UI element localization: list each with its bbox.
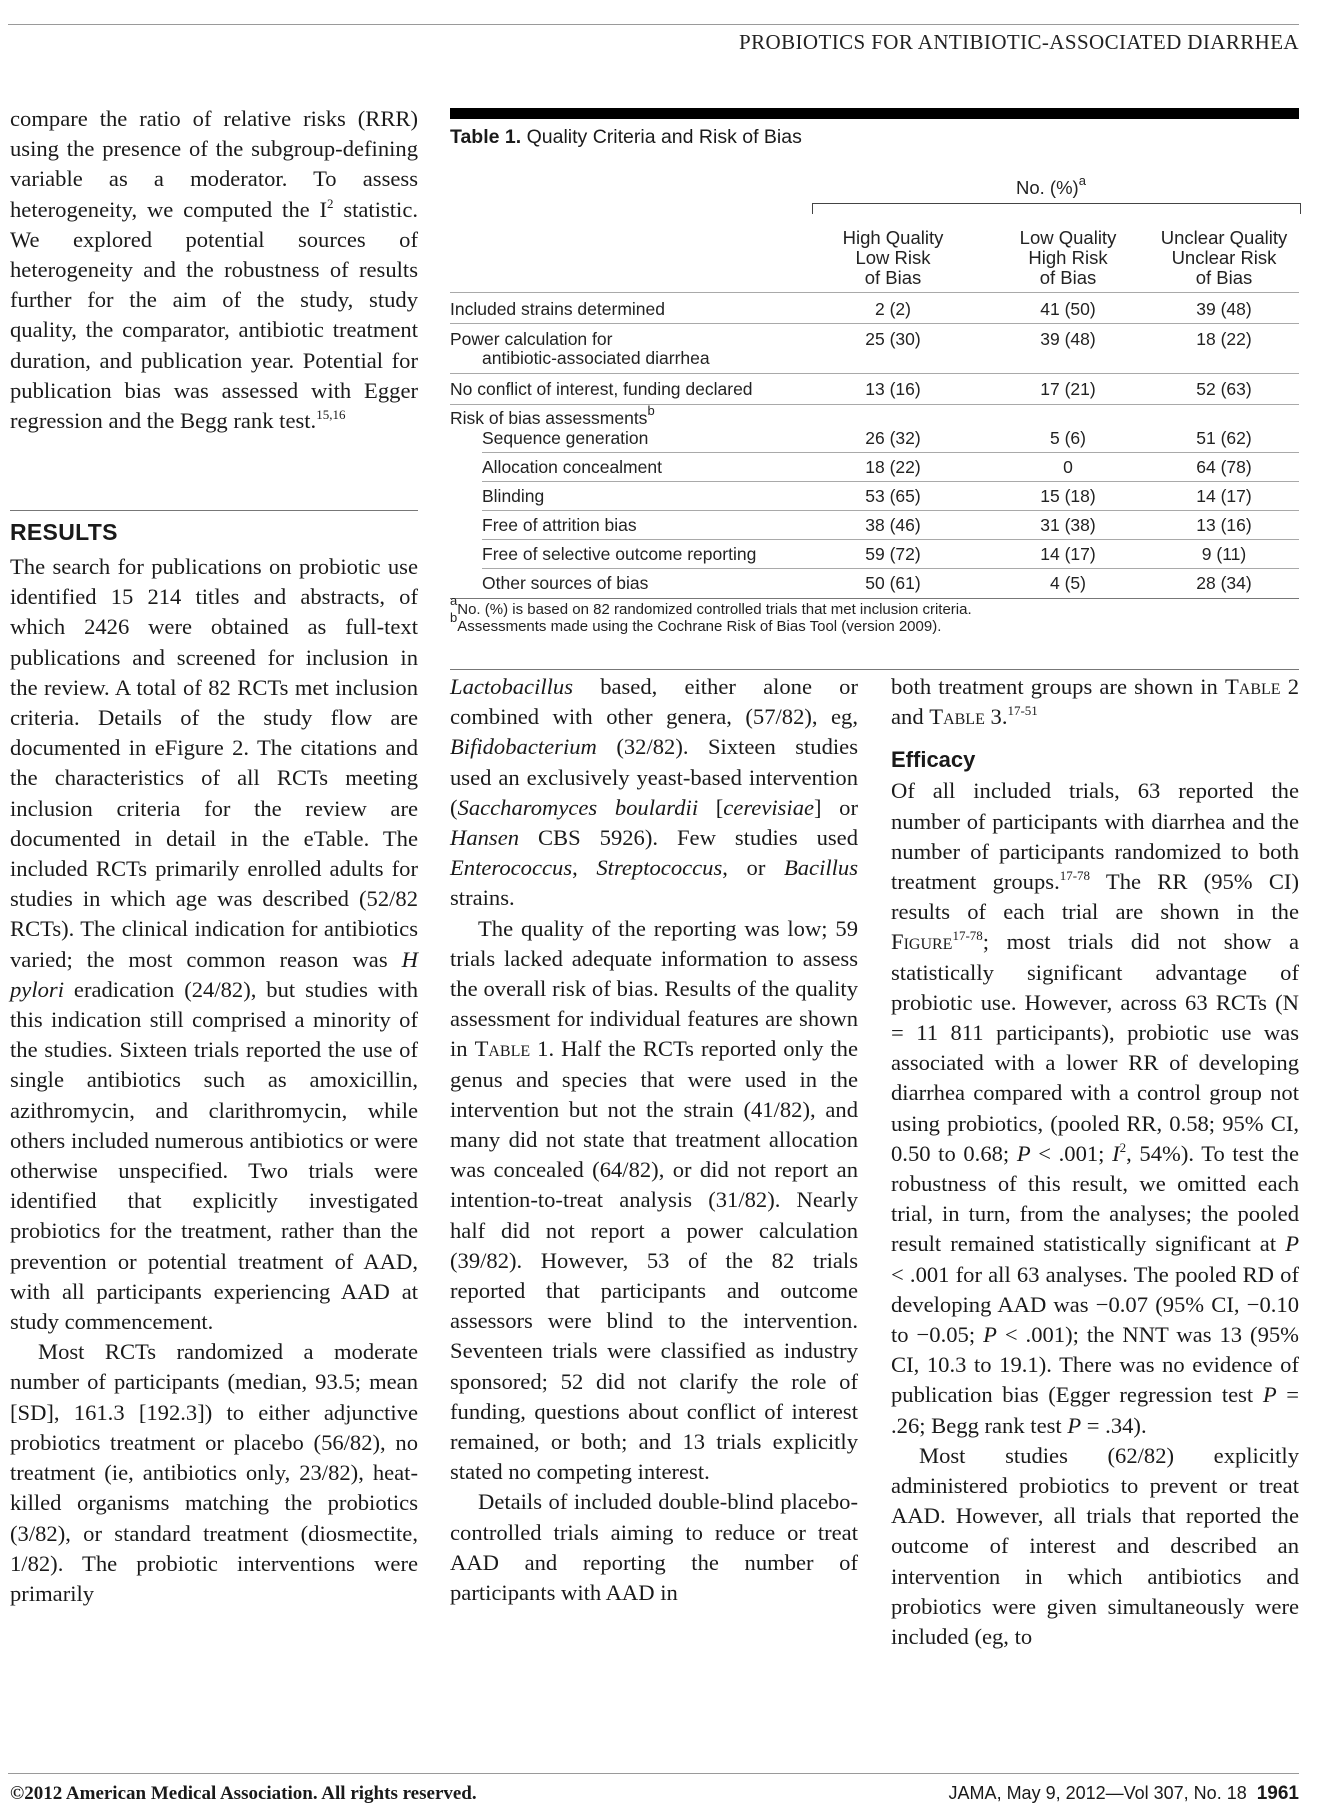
table-spanner-header: No. (%)$^a$ [1016,173,1086,198]
running-header: PROBIOTICS FOR ANTIBIOTIC-ASSOCIATED DIARRHEA [739,30,1299,54]
row-rule [482,452,1299,453]
row-rule [450,373,1299,374]
table-cell: 28 (34) [1196,573,1252,593]
text-run: , [572,855,597,881]
table-cell: 0 [1063,457,1073,477]
row-rule [482,510,1299,511]
table-cell: 25 (30) [865,329,921,349]
table-cell: 50 (61) [865,573,921,593]
results-paragraph-5: Details of included double-blind placebo-controlled trials aiming to reduce or treat AAD and reporting the number of participants with AAD in [450,1489,858,1606]
results-paragraph-2: Most RCTs randomized a moderate number of participants (median, 93.5; mean [SD], 161.3 [192.3]) to either adjunctive probiotics treatment or placebo (56/82), no treatment (ie, antibiotics only, 23/82), heat-killed organisms matching the probiotics (3/82), or standard treatment (diosmectite, 1/82). The probiotic interventions were primarily [10,1339,418,1606]
top-rule [8,24,1299,25]
row-label: No conflict of interest, funding declared [450,379,753,399]
table-cell: 15 (18) [1040,486,1096,506]
table-cell: 17 (21) [1040,379,1096,399]
page-number: 1961 [1256,1783,1299,1804]
column-header-high-quality: High Quality Low Risk of Bias [842,227,944,288]
results-paragraph-3 [450,672,858,914]
taxon-name: Bifidobacterium [450,734,597,760]
row-label-continued: antibiotic-associated diarrhea [482,348,710,368]
text-run: strains. [450,885,515,911]
copyright-notice: ©2012 American Medical Association. All rights reserved. [10,1783,477,1804]
column-1-results-text [10,552,418,1609]
taxon-name: Streptococcus [596,855,723,881]
results-paragraph-1: The search for publications on probiotic use identified 15 214 titles and abstracts, of which 2426 were obtained as full-text publications and screened for inclusion in the review. A total of 82 RCTs met inclusion criteria. Details of the study flow are documented in eFigure 2. The citations and the characteristics of all RCTs meeting inclusion criteria for the review are documented in detail in the eTable. The included RCTs primarily enrolled adults for studies in which age was described (52/82 RCTs). The clinical indication for antibiotics varied; the most common reason was H pylori eradication (24/82), but studies with this indication still comprised a minority of the studies. Sixteen trials reported the use of single antibiotics such as amoxicillin, azithromycin, and clarithromycin, while others included numerous antibiotics or were otherwise unspecified. Two trials were identified that explicitly investigated probiotics for the treatment, rather than the prevention or potential treatment of AAD, with all participants experiencing AAD at study commencement. [10,554,418,1335]
taxon-name: Lactobacillus [450,674,574,699]
text-run: [ [698,794,724,820]
results-paragraph-6: both treatment groups are shown in Table 2 and Table 3.$^{17-51}$ [891,674,1299,730]
column-3-text [891,672,1299,1652]
table-cell: 38 (46) [865,515,921,535]
journal-citation: JAMA, May 9, 2012—Vol 307, No. 18 1961 [948,1783,1299,1804]
efficacy-paragraph-2: Most studies (62/82) explicitly administered probiotics to prevent or treat AAD. However, all trials that reported the outcome of interest and described an intervention in which antibiotics and probiotics were given simultaneously were included (eg, to [891,1442,1299,1650]
table-cell: 2 (2) [875,299,911,319]
taxon-name: Enterococcus [450,855,573,881]
column-1-methods-text [10,104,418,436]
row-rule [482,481,1299,482]
table-cell: 13 (16) [1196,515,1252,535]
sub-row-label: Allocation concealment [482,457,662,477]
row-rule [482,539,1299,540]
table-cell: 18 (22) [865,457,921,477]
text-run: (32/82). Sixteen studies used an exclusively yeast-based intervention ( [450,734,858,820]
table-top-bar [450,108,1299,119]
table-cell: 64 (78) [1196,457,1252,477]
table-1 [450,108,1299,635]
table-caption: Table 1. Quality Criteria and Risk of Bias [450,126,802,148]
text-run: CBS 5926). Few studies used [519,825,858,851]
table-cell: 51 (62) [1196,428,1252,448]
section-rule [10,510,418,511]
taxon-name: cerevisiae [723,794,815,820]
results-heading: RESULTS [10,519,118,545]
table-cell: 4 (5) [1050,573,1086,593]
taxon-name: Bacillus [783,855,858,881]
table-cell: 26 (32) [865,428,921,448]
table-end-rule [450,669,1299,670]
row-rule [450,404,1299,405]
table-cell: 52 (63) [1196,379,1252,399]
taxon-name: Saccharomyces boulardii [457,794,699,820]
table-cell: 31 (38) [1040,515,1096,535]
table-bottom-rule [450,598,1299,599]
efficacy-heading: Efficacy [891,747,976,773]
column-2-text [450,672,858,1608]
table-cell: 14 (17) [1040,544,1096,564]
table-cell: 39 (48) [1196,299,1252,319]
table-cell: 13 (16) [865,379,921,399]
sub-row-label: Free of selective outcome reporting [482,544,757,564]
table-cell: 18 (22) [1196,329,1252,349]
column-header-low-quality: Low Quality High Risk of Bias [1019,227,1117,288]
row-label: Included strains determined [450,299,665,319]
table-cell: 14 (17) [1196,486,1252,506]
row-rule [450,323,1299,324]
table-cell: 41 (50) [1040,299,1096,319]
bottom-rule [8,1773,1299,1774]
table-body [450,149,1299,635]
taxon-name: Hansen [450,825,520,851]
results-paragraph-4: The quality of the reporting was low; 59 trials lacked adequate information to assess the overall risk of bias. Results of the quality assessment for individual features are shown in Table 1. Half the RCTs reported only the genus and species that were used in the intervention but not the strain (41/82), and many did not state that treatment allocation was concealed (64/82), or did not report an intention-to-treat analysis (31/82). Nearly half did not report a power calculation (39/82). However, 53 of the 82 trials reported that participants and outcome assessors were blind to the intervention. Seventeen trials were classified as industry sponsored; 52 did not clarify the role of funding, questions about conflict of interest remained, or both; and 13 trials explicitly stated no competing interest. [450,915,858,1485]
table-cell: 53 (65) [865,486,921,506]
sub-row-label: Free of attrition bias [482,515,637,535]
sub-row-label: Blinding [482,486,545,506]
text-run: based, either alone or combined with other genera, (57/82), eg, [450,674,858,730]
table-cell: 9 (11) [1201,544,1247,564]
sub-row-label: Other sources of bias [482,573,649,593]
table-cell: 39 (48) [1040,329,1096,349]
table-footnote-a: $^a$No. (%) is based on 82 randomized controlled trials that met inclusion criteria. [450,593,972,618]
table-cell: 59 (72) [865,544,921,564]
efficacy-paragraph-1: Of all included trials, 63 reported the number of participants with diarrhea and the number of participants randomized to both treatment groups.$^{17-78}$ The RR (95% CI) results of each trial are shown in the Figure$^{17-78}$; most trials did not show a statistically significant advantage of probiotic use. However, across 63 RCTs (N = 11 811 participants), probiotic use was associated with a lower RR of developing diarrhea compared with a control group not using probiotics, (pooled RR, 0.58; 95% CI, 0.50 to 0.68; P < .001; $I^2$, 54%). To test the robustness of this result, we omitted each trial, in turn, from the analyses; the pooled result remained statistically significant at P < .001 for all 63 analyses. The pooled RD of developing AAD was −0.07 (95% CI, −0.10 to −0.05; P < .001); the NNT was 13 (95% CI, 10.3 to 19.1). There was no evidence of publication bias (Egger regression test P = .26; Begg rank test P = .34). [891,778,1299,1438]
group-label: Risk of bias assessments$^b$ [450,403,655,428]
text-run: ] or [814,794,858,820]
table-footnote-b: $^b$Assessments made using the Cochrane Risk of Bias Tool (version 2009). [450,610,942,635]
methods-paragraph: compare the ratio of relative risks (RRR) using the presence of the subgroup-defining variable as a moderator. To assess heterogeneity, we computed the $I^2$ statistic. We explored potential sources of heterogeneity and the robustness of results further for the aim of the study, study quality, the comparator, antibiotic treatment duration, and publication year. Potential for publication bias was assessed with Egger regression and the Begg rank test.$^{15,16}$ [10,106,418,434]
row-rule [482,568,1299,569]
column-header-unclear-quality: Unclear Quality Unclear Risk of Bias [1160,227,1288,288]
table-spanner-bracket [812,203,1301,214]
table-cell: 5 (6) [1050,428,1086,448]
header-rule [450,292,1299,293]
text-run: , or [722,855,784,881]
sub-row-label: Sequence generation [482,428,649,448]
row-label: Power calculation for [450,329,613,349]
